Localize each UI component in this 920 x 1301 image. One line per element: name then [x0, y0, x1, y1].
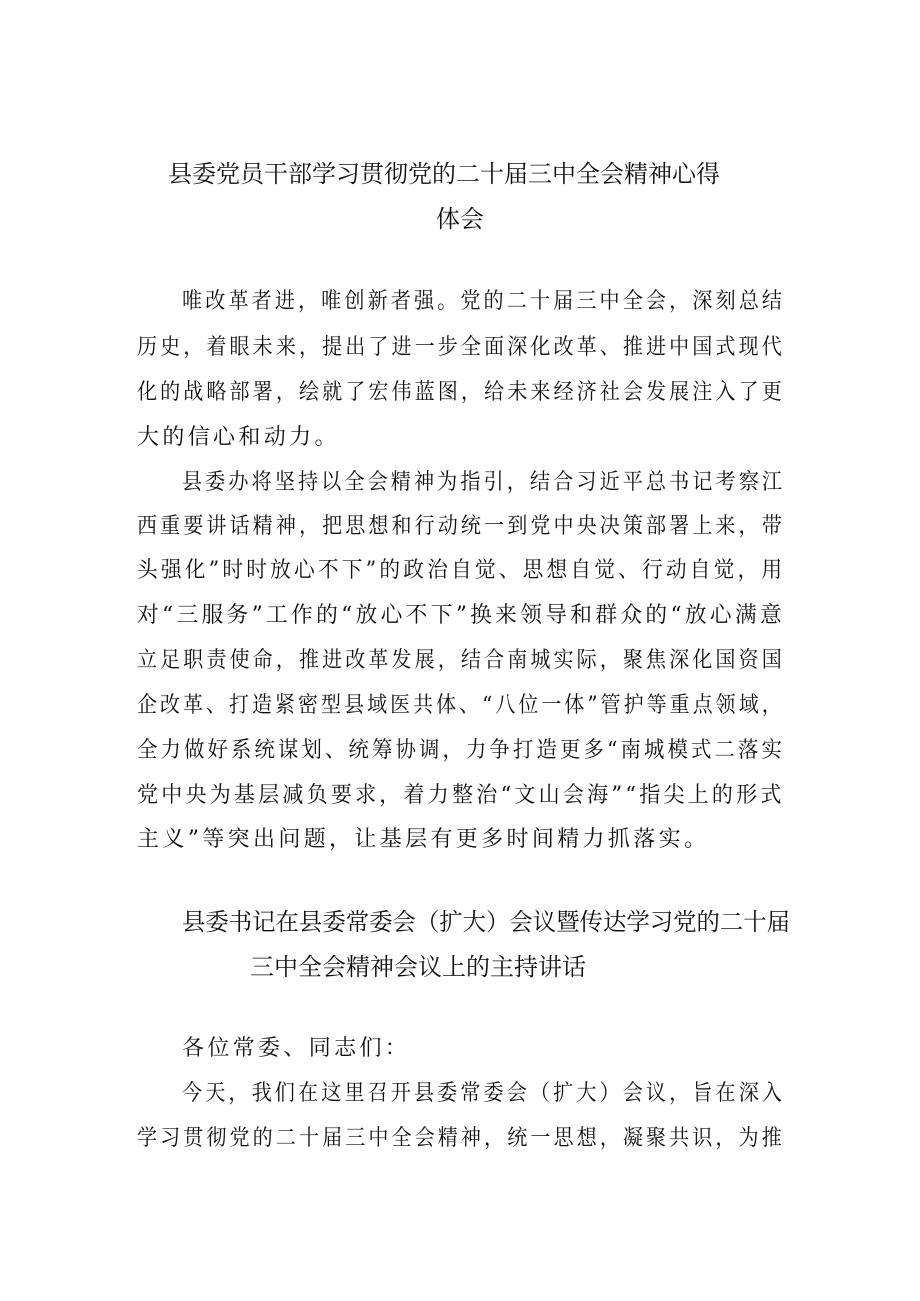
- doc1-body-line: 全力做好系统谋划、统筹协调，力争打造更多“南城模式二落实: [137, 738, 786, 763]
- doc1-body-line: 企改革、打造紧密型县域医共体、“八位一体”管护等重点领域，: [137, 693, 785, 718]
- doc2-body-line: 各位常委、同志们：: [182, 1036, 411, 1061]
- doc1-body-line: 头强化”时时放心不下”的政治自觉、思想自觉、行动自觉，用: [137, 558, 786, 583]
- doc1-body-line: 历史，着眼未来，提出了进一步全面深化改革、推进中国式现代: [137, 335, 785, 360]
- doc1-title-line-2: 体会: [436, 205, 484, 233]
- doc1-body-line: 唯改革者进，唯创新者强。党的二十届三中全会，深刻总结: [182, 289, 786, 314]
- doc1-body-line: 化的战略部署，绘就了宏伟蓝图，给未来经济社会发展注入了更: [137, 380, 785, 405]
- doc2-title-line-1: 县委书记在县委常委会（扩大）会议暨传达学习党的二十届: [182, 908, 791, 936]
- doc2-title-line-2: 三中全会精神会议上的主持讲话: [250, 953, 586, 981]
- doc1-body-line: 大的信心和动力。: [137, 425, 340, 450]
- doc1-body-line: 主义”等突出问题，让基层有更多时间精力抓落实。: [137, 827, 710, 852]
- doc1-body-line: 党中央为基层减负要求，着力整治“文山会海”“指尖上的形式: [137, 783, 785, 808]
- doc1-body-line: 县委办将坚持以全会精神为指引，结合习近平总书记考察江: [182, 470, 786, 495]
- doc2-body-line: 今天，我们在这里召开县委常委会（扩大）会议，旨在深入: [182, 1081, 786, 1106]
- doc1-body-line: 西重要讲话精神，把思想和行动统一到党中央决策部署上来，带: [137, 514, 785, 539]
- doc1-body-line: 对“三服务”工作的“放心不下”换来领导和群众的“放心满意: [137, 603, 786, 628]
- doc1-body-line: 立足职责使命，推进改革发展，结合南城实际，聚焦深化国资国: [137, 648, 785, 673]
- doc1-title-line-1: 县委党员干部学习贯彻党的二十届三中全会精神心得: [168, 160, 720, 188]
- doc2-body-line: 学习贯彻党的二十届三中全会精神，统一思想，凝聚共识，为推: [137, 1126, 785, 1151]
